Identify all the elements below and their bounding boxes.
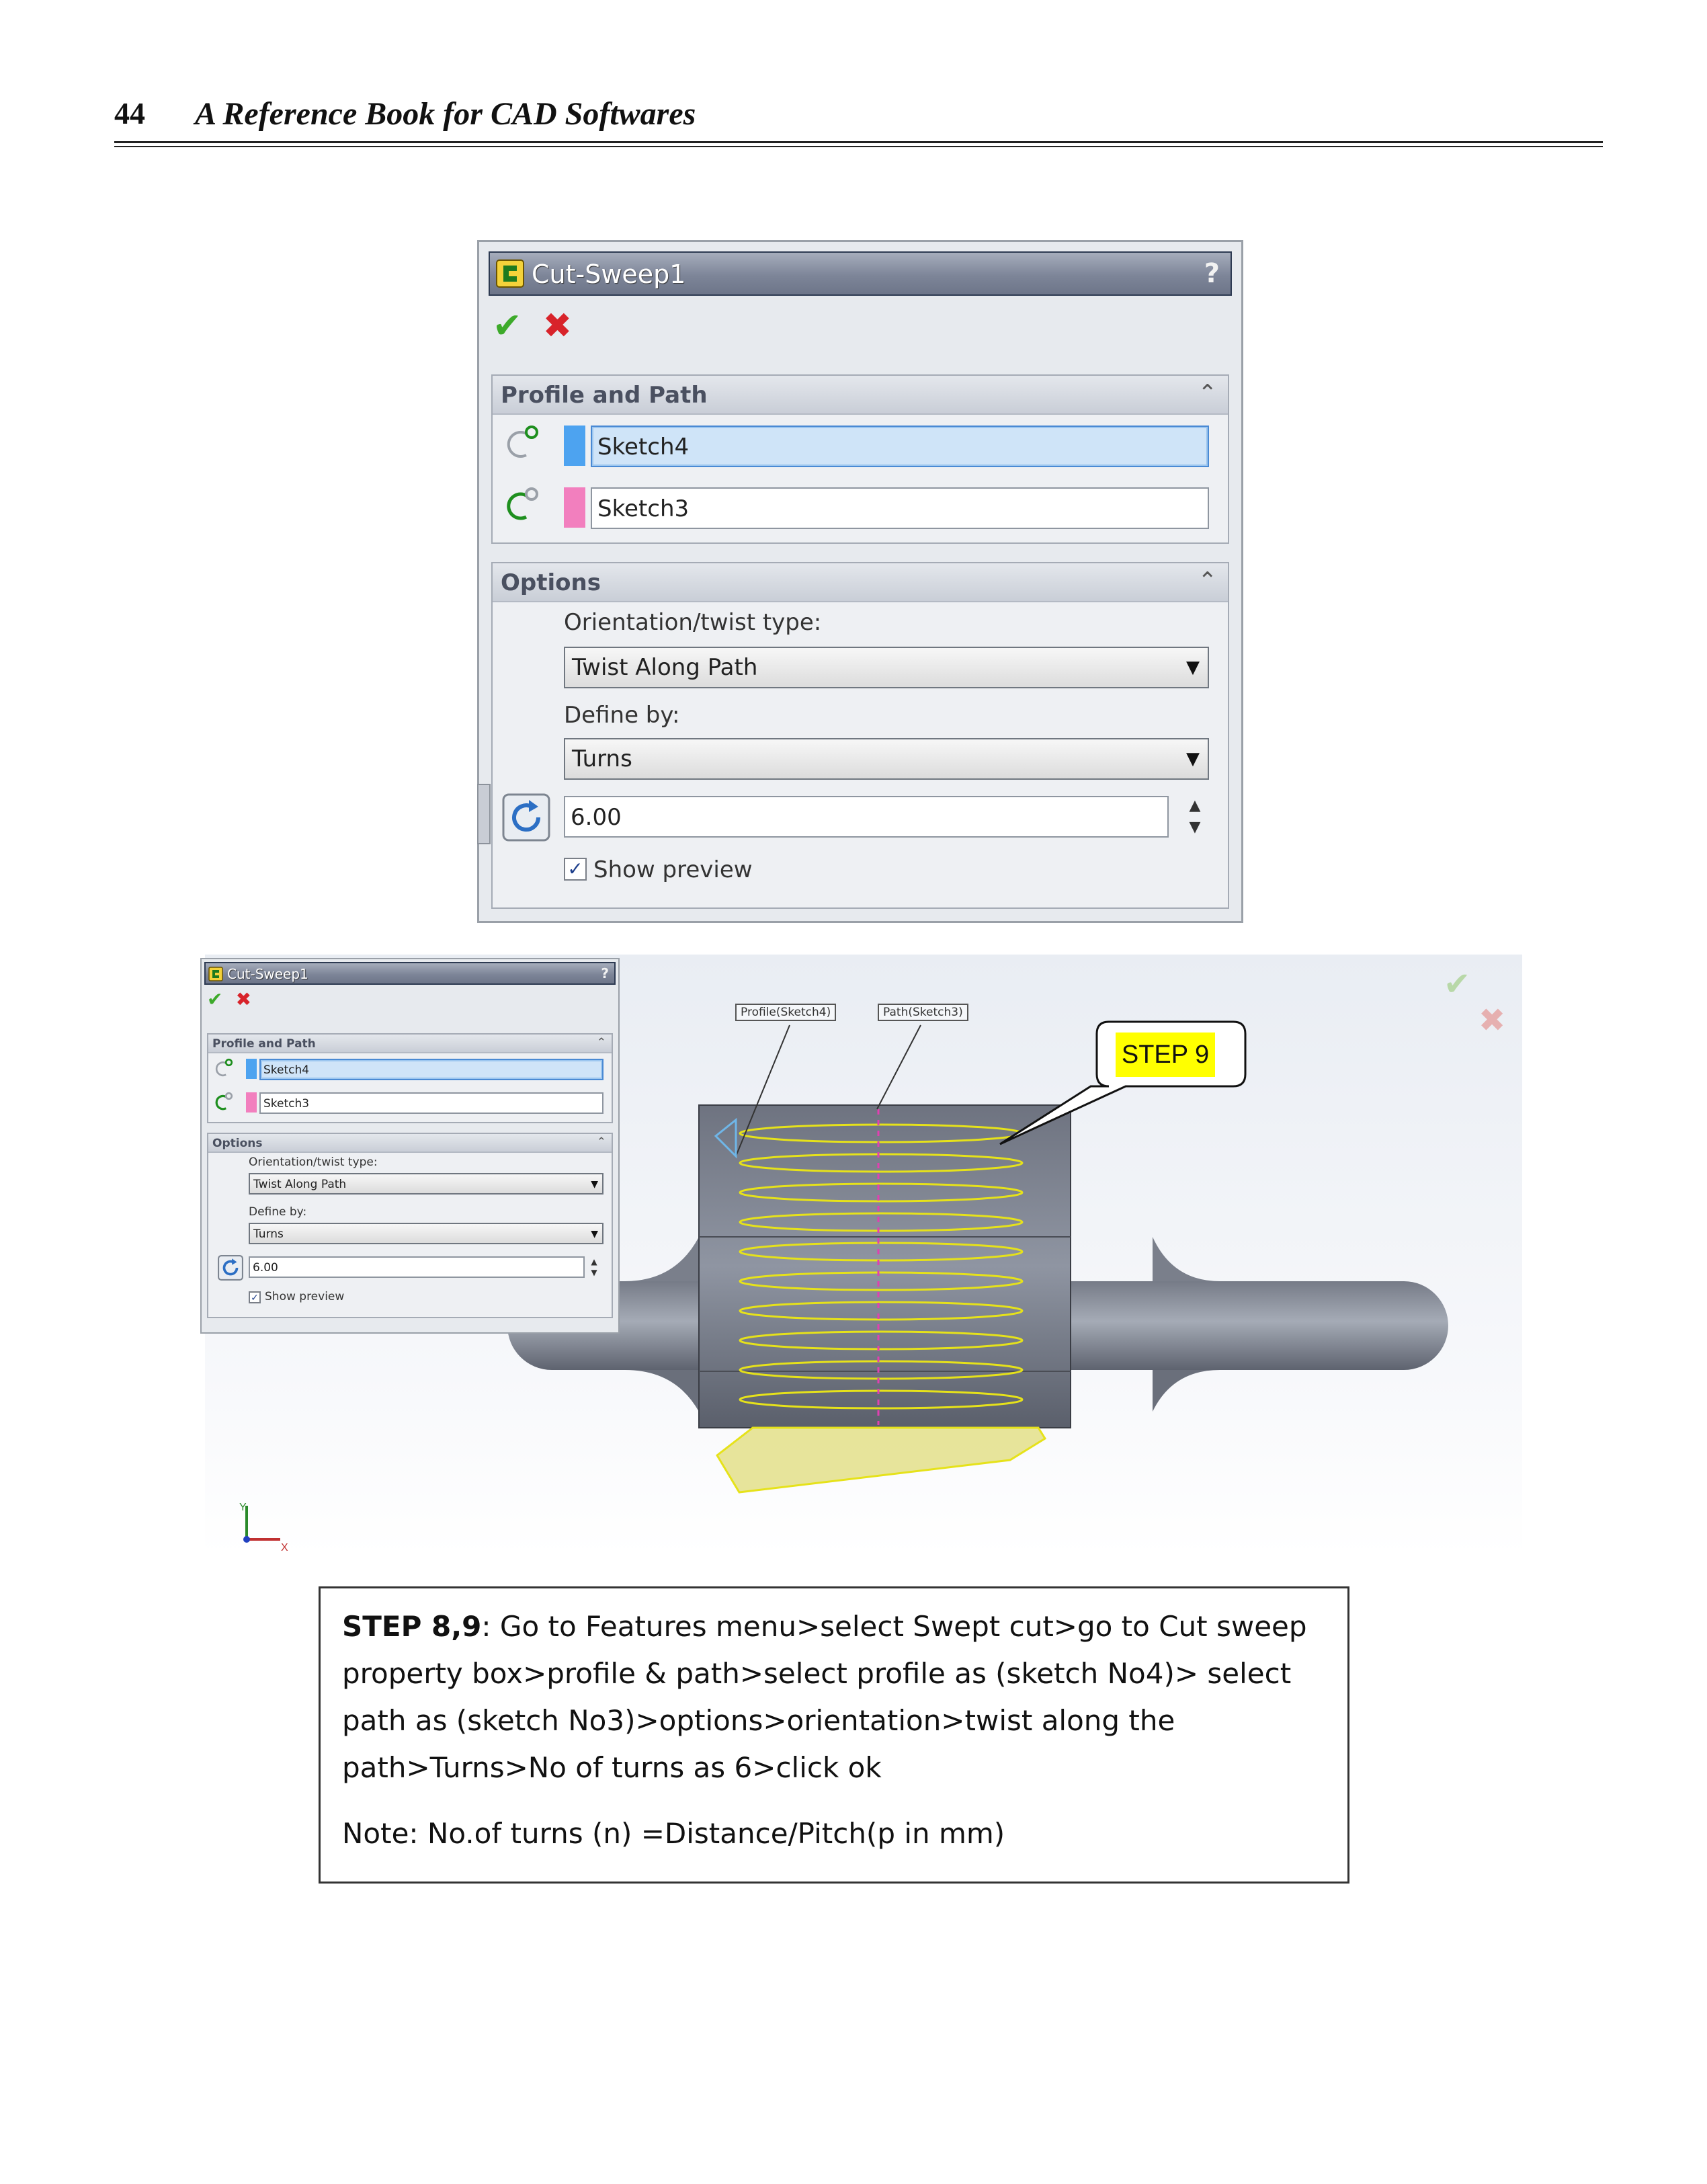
step-instructions-box (319, 1586, 1349, 1884)
axis-y-label: Y (239, 1502, 247, 1513)
profile-selection-field[interactable]: Sketch4 (591, 426, 1209, 467)
cancel-x-icon[interactable]: ✖ (235, 988, 252, 1010)
dropdown-arrow-icon: ▼ (1186, 749, 1200, 769)
options-header[interactable] (493, 563, 1228, 602)
path-color-swatch (564, 487, 585, 528)
profile-and-path-group (207, 1033, 613, 1123)
spin-down-icon[interactable]: ▼ (591, 1268, 597, 1277)
cut-sweep-feature-icon (495, 259, 525, 288)
orientation-value: Twist Along Path (572, 654, 758, 681)
options-group (207, 1133, 613, 1318)
path-color-swatch (246, 1092, 257, 1113)
dropdown-arrow-icon: ▼ (1186, 657, 1200, 678)
path-selection-icon (503, 485, 541, 522)
dropdown-arrow-icon: ▼ (591, 1229, 598, 1240)
profile-selection-icon (214, 1057, 234, 1078)
collapse-chevron-icon[interactable]: ⌃ (596, 1036, 606, 1049)
orientation-label: Orientation/twist type: (564, 609, 822, 636)
path-selection-field[interactable]: Sketch3 (259, 1092, 603, 1114)
options-title: Options (501, 569, 601, 596)
spin-up-icon[interactable]: ▲ (591, 1257, 597, 1266)
turns-value-field[interactable]: 6.00 (564, 796, 1169, 838)
ok-cancel-bar (493, 306, 589, 346)
spin-down-icon[interactable]: ▼ (1189, 819, 1201, 836)
cancel-x-icon[interactable]: ✖ (542, 306, 573, 346)
cut-sweep-property-manager (477, 240, 1243, 923)
path-sketch3-tag: Path(Sketch3) (878, 1004, 968, 1021)
profile-selection-field[interactable]: Sketch4 (259, 1059, 603, 1080)
define-by-label: Define by: (249, 1205, 307, 1219)
property-manager-title: Cut-Sweep1 (532, 259, 686, 289)
define-by-value: Turns (572, 745, 632, 772)
page-number: 44 (114, 96, 145, 130)
collapse-chevron-icon[interactable]: ⌃ (1198, 380, 1217, 407)
define-by-label: Define by: (564, 702, 680, 729)
collapse-chevron-icon[interactable]: ⌃ (1198, 567, 1217, 594)
orientation-value: Twist Along Path (253, 1178, 347, 1191)
show-preview-checkbox[interactable]: ✓ (249, 1291, 261, 1303)
spin-up-icon[interactable]: ▲ (1189, 797, 1201, 814)
options-header[interactable] (208, 1134, 612, 1153)
turns-rotate-icon (502, 793, 550, 842)
turns-rotate-icon (218, 1255, 243, 1281)
show-preview-label: Show preview (593, 856, 753, 883)
ok-cancel-bar (207, 987, 261, 1012)
dropdown-arrow-icon: ▼ (591, 1179, 598, 1190)
path-selection-field[interactable]: Sketch3 (591, 487, 1209, 529)
profile-and-path-header[interactable] (208, 1035, 612, 1053)
profile-sketch4-tag: Profile(Sketch4) (735, 1004, 836, 1021)
step-label: STEP 8,9 (342, 1610, 482, 1643)
turns-value-field[interactable]: 6.00 (249, 1256, 585, 1278)
profile-color-swatch (246, 1059, 257, 1079)
show-preview-checkbox[interactable]: ✓ (564, 858, 587, 881)
profile-selection-icon (503, 423, 541, 460)
header-rule-double (114, 146, 1603, 147)
cut-sweep-feature-icon (208, 967, 223, 981)
collapse-chevron-icon[interactable]: ⌃ (596, 1135, 606, 1149)
profile-color-swatch (564, 426, 585, 466)
orientation-label: Orientation/twist type: (249, 1156, 378, 1169)
orientation-dropdown[interactable] (249, 1173, 603, 1195)
axis-x-label: X (281, 1542, 288, 1553)
page-header (114, 95, 1603, 148)
book-title: A Reference Book for CAD Softwares (195, 96, 696, 132)
turns-formula-note: Note: No.of turns (n) =Distance/Pitch(p in mm) (342, 1817, 1005, 1850)
step-instructions-text (342, 1603, 1331, 1791)
profile-and-path-group (491, 374, 1229, 544)
define-by-dropdown[interactable] (564, 738, 1209, 780)
profile-and-path-title: Profile and Path (501, 382, 708, 409)
orientation-dropdown[interactable] (564, 647, 1209, 688)
options-title: Options (212, 1137, 263, 1150)
help-icon[interactable]: ? (1204, 258, 1220, 289)
cut-sweep-property-manager-thumbnail (200, 958, 620, 1334)
step-9-callout: STEP 9 (1116, 1033, 1215, 1077)
options-group (491, 562, 1229, 909)
profile-and-path-title: Profile and Path (212, 1037, 316, 1051)
property-manager-title: Cut-Sweep1 (227, 966, 308, 982)
viewport-cancel-x-icon[interactable]: ✖ (1479, 1003, 1506, 1039)
define-by-dropdown[interactable] (249, 1223, 603, 1244)
help-icon[interactable]: ? (601, 965, 609, 981)
profile-and-path-header[interactable] (493, 376, 1228, 415)
property-manager-title-bar (489, 251, 1232, 296)
ok-check-icon[interactable]: ✔ (207, 988, 223, 1010)
viewport-ok-check-icon[interactable]: ✔ (1444, 967, 1471, 1002)
show-preview-label: Show preview (265, 1290, 345, 1303)
header-rule (114, 141, 1603, 143)
path-selection-icon (214, 1091, 234, 1111)
panel-resize-handle[interactable] (477, 784, 491, 844)
step-instructions: : Go to Features menu>select Swept cut>go to Cut sweep property box>profile & path>select profile as (sketch No4)> select path as (sketch No3)>options>orientation>twist along the path>Turns>No of turns as 6>click ok (342, 1610, 1307, 1784)
define-by-value: Turns (253, 1227, 284, 1241)
ok-check-icon[interactable]: ✔ (493, 306, 522, 346)
property-manager-title-bar (204, 962, 616, 985)
